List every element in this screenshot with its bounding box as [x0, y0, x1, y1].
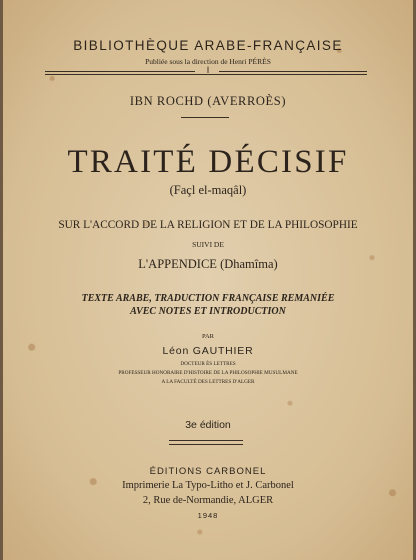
translator-title-2: A LA FACULTÉ DES LETTRES D'ALGER: [161, 379, 255, 385]
page-title: TRAITÉ DÉCISIF: [67, 144, 349, 180]
series-rule-right: [219, 71, 367, 72]
subtitle: SUR L'ACCORD DE LA RELIGION ET DE LA PHILOSOPHIE: [58, 219, 358, 231]
author-rule: [181, 117, 229, 118]
translator-name: Léon GAUTHIER: [162, 345, 254, 357]
description-line-2: AVEC NOTES ET INTRODUCTION: [130, 306, 286, 317]
series-volume: I: [206, 65, 210, 75]
book-title-page: [3, 0, 413, 560]
publisher-address: 2, Rue de-Normandie, ALGER: [142, 495, 274, 506]
edition: 3e édition: [185, 419, 231, 431]
translator-degree: DOCTEUR ÈS LETTRES: [180, 361, 236, 367]
followed-by: SUIVI DE: [192, 240, 224, 249]
publisher-name: ÉDITIONS CARBONEL: [149, 466, 267, 477]
series-rule-under: [45, 74, 367, 75]
translator-title-1: PROFESSEUR HONORAIRE D'HISTOIRE DE LA PHILOSOPHIE MUSULMANE: [118, 370, 298, 376]
publication-year: 1948: [197, 511, 219, 520]
by-label: PAR: [201, 333, 215, 340]
author: IBN ROCHD (AVERROÈS): [129, 94, 287, 108]
edition-rule: [169, 440, 243, 445]
description-line-1: TEXTE ARABE, TRADUCTION FRANÇAISE REMANIÉE: [81, 293, 335, 304]
series-direction: Publiée sous la direction de Henri PÉRÈS: [145, 57, 271, 66]
arabic-title: (Façl el-maqâl): [169, 183, 247, 197]
series-name: BIBLIOTHÈQUE ARABE-FRANÇAISE: [73, 38, 343, 53]
printer-name: Imprimerie La Typo-Litho et J. Carbonel: [122, 480, 294, 491]
appendix: L'APPENDICE (Dhamîma): [138, 257, 278, 271]
